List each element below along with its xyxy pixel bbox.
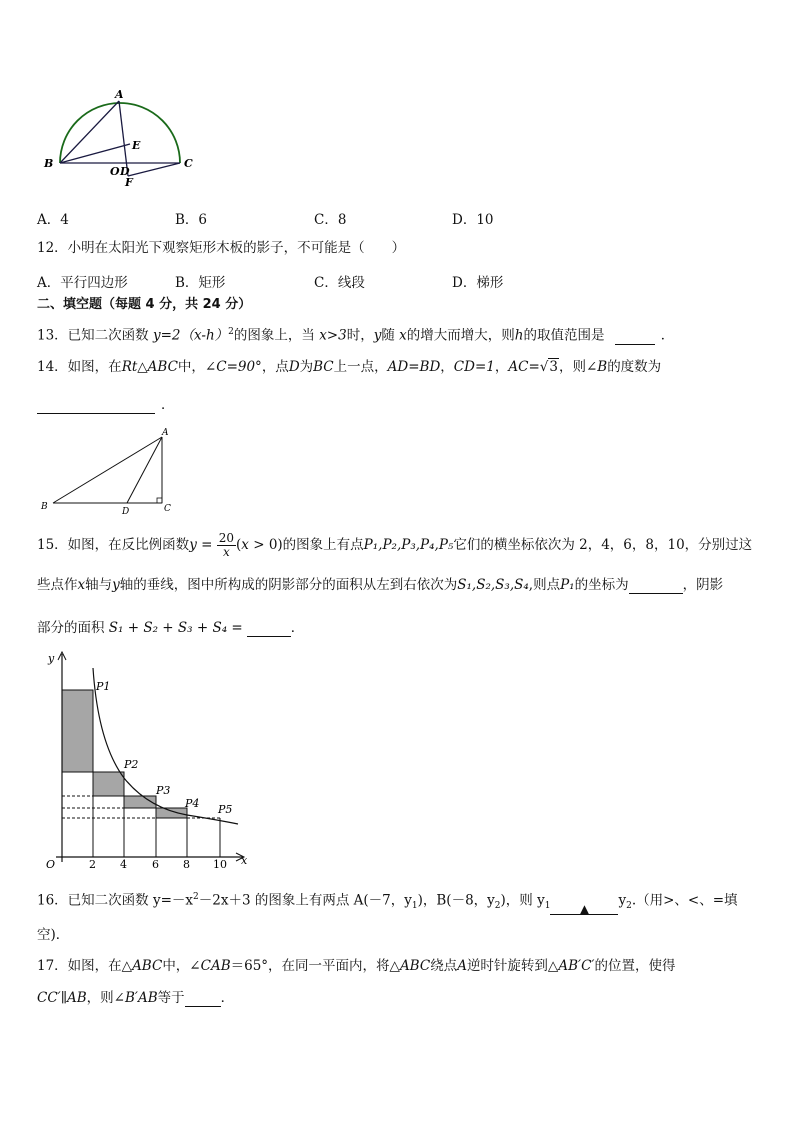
- x-tick-4: 4: [120, 858, 127, 870]
- label-A: A: [162, 428, 169, 438]
- label-C: C: [164, 504, 171, 514]
- q14-answer-line: ．: [37, 396, 175, 414]
- triangle-icon: ▲: [579, 902, 590, 917]
- label-B: B: [41, 502, 48, 512]
- q12-stem: 12．小明在太阳光下观察矩形木板的影子，不可能是（ ）: [37, 240, 406, 256]
- q15-line1: 15．如图，在反比例函数y = $\frac{20}{x}$ (x > 0)的图象上有点P₁,P₂,P₃,P₄,P₅它们的横坐标依次为 2，4，6，8，10，分别过这: [37, 531, 753, 559]
- q15-answer-blank-1[interactable]: [629, 579, 683, 594]
- q12-option-b: B．矩形: [175, 275, 226, 291]
- x-tick-6: 6: [152, 858, 159, 870]
- label-E: E: [132, 139, 141, 152]
- q11-option-b: B．6: [175, 212, 208, 228]
- y-axis-label: y: [48, 652, 55, 665]
- point-label-p2: P2: [124, 758, 139, 771]
- label-D: D: [120, 165, 130, 178]
- x-tick-2: 2: [89, 858, 96, 870]
- q13-text: 13．已知二次函数 $y=2(x-h)^2$的图象上，当 x>3时，y随 x的增大而增大，则h的取值范围是 ．: [37, 327, 675, 344]
- q13-answer-blank[interactable]: [615, 330, 655, 345]
- q12-option-d: D．梯形: [452, 275, 504, 291]
- q16-line2: 空)．: [37, 927, 70, 943]
- q11-option-d: D．10: [452, 212, 494, 228]
- q17-line2: CC′∥AB，则∠B′AB等于 ．: [37, 990, 235, 1006]
- q15-figure: [38, 648, 260, 870]
- q17-answer-blank[interactable]: [185, 992, 221, 1007]
- q14-figure: [38, 425, 178, 517]
- point-label-p1: P1: [96, 680, 111, 693]
- q15-line2: 些点作x轴与y轴的垂线，图中所构成的阴影部分的面积从左到右依次为S₁,S₂,S₃,S₄,则点P₁的坐标为 ，阴影: [37, 577, 724, 593]
- label-A: A: [115, 88, 124, 101]
- q11-option-c: C．8: [314, 212, 347, 228]
- q12-option-a: A．平行四边形: [37, 275, 128, 291]
- q14-answer-blank[interactable]: [37, 399, 155, 414]
- q11-figure: [38, 86, 198, 190]
- q14-text: 14．如图，在Rt△ABC中，∠C=90°，点D为BC上一点，AD=BD，CD=1，AC=√3，则∠B的度数为: [37, 359, 662, 375]
- label-C: C: [184, 157, 193, 170]
- x-axis-label: x: [241, 854, 248, 867]
- point-label-p4: P4: [185, 797, 200, 810]
- q12-option-c: C．线段: [314, 275, 365, 291]
- label-F: F: [125, 176, 133, 189]
- label-O: O: [110, 165, 120, 178]
- section-title: 二、填空题（每题 4 分，共 24 分）: [37, 297, 252, 312]
- q15-line3: 部分的面积 S₁ + S₂ + S₃ + S₄ = ．: [37, 620, 305, 636]
- origin-label: O: [46, 858, 56, 870]
- x-tick-10: 10: [213, 858, 227, 870]
- point-label-p5: P5: [218, 803, 233, 816]
- point-label-p3: P3: [156, 784, 171, 797]
- q17-line1: 17．如图，在△ABC中，∠CAB＝65°，在同一平面内，将△ABC绕点A逆时针旋转到△AB′C′的位置，使得: [37, 958, 676, 974]
- q16-line1: 16．已知二次函数 $y=-x^2-2x+3$ 的图象上有两点 A(－7，$y_1$)，B(－8，$y_2$)，则 $y_1$ $▲y_2$.（用>、<、=填: [37, 892, 738, 917]
- q16-answer-blank[interactable]: [550, 900, 618, 915]
- q11-option-a: A．4: [37, 212, 69, 228]
- label-B: B: [44, 157, 54, 170]
- q15-answer-blank-2[interactable]: [247, 622, 291, 637]
- label-D: D: [122, 507, 130, 517]
- x-tick-8: 8: [183, 858, 190, 870]
